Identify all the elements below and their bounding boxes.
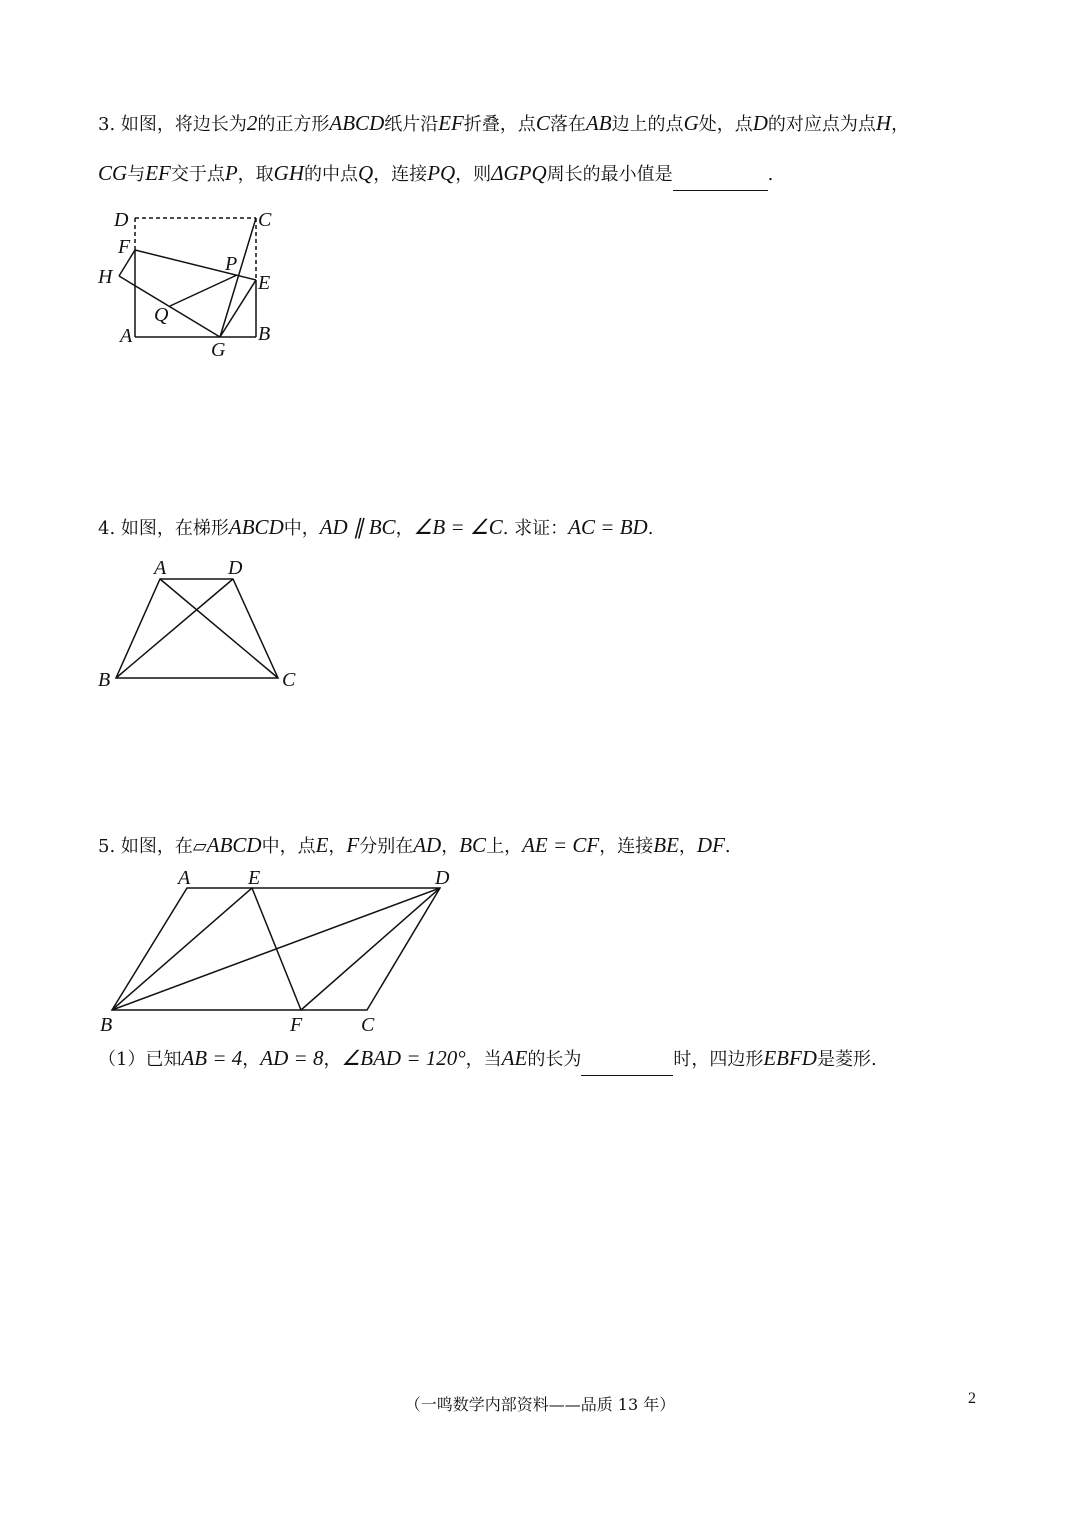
math-expression: ABCD [206,833,262,857]
text-segment: 的正方形 [257,114,330,135]
math-expression: BE [653,833,679,857]
q5-text-line2 [98,1045,877,1076]
math-expression: AB [585,111,612,135]
math-expression: AE = CF [522,833,600,857]
q4-label-B: B [98,669,111,691]
q3-label-B: B [258,323,271,345]
q3-label-E: E [258,272,271,294]
text-segment: 纸片沿 [384,114,439,135]
text-segment: ，取 [237,164,274,185]
q5-label-C: C [361,1014,375,1036]
math-expression: AD = 8 [260,1046,324,1070]
q4-text-line1 [98,514,653,542]
text-segment: 5. 如图，在 [98,836,193,857]
math-expression: ΔGPQ [491,161,547,185]
math-expression: G [683,111,699,135]
text-segment: ▱ [192,836,207,857]
text-segment: 与 [127,164,146,185]
q5-label-E: E [248,867,261,889]
text-segment: 分别在 [359,836,414,857]
page-number: 2 [968,1390,976,1407]
q4-figure [90,550,340,695]
q3-label-A: A [120,325,133,347]
answer-blank [673,164,768,191]
text-segment: 时，四边形 [673,1049,764,1070]
math-expression: AE [501,1046,528,1070]
q5-label-D: D [435,867,450,889]
q3-figure [90,200,290,365]
math-expression: ∠B = ∠C [413,515,503,539]
q5-segment-BE [112,888,252,1010]
math-expression: AD [413,833,442,857]
text-segment: 3. 如图，将边长为 [98,114,247,135]
text-segment: 是菱形. [816,1049,877,1070]
math-expression: AB = 4 [181,1046,243,1070]
math-expression: P [224,161,238,185]
text-segment: ， [395,518,414,539]
text-segment: ， [323,1049,342,1070]
q5-text-line1 [98,832,731,860]
text-segment: 周长的最小值是 [546,164,673,185]
text-segment: 交于点 [170,164,225,185]
math-expression: BC [459,833,487,857]
text-segment: 的长为 [527,1049,582,1070]
text-segment: . [767,164,774,185]
text-segment: （1）已知 [98,1049,182,1070]
q4-label-D: D [228,557,243,579]
text-segment: 的对应点为点 [767,114,876,135]
q3-edge-GC [220,218,256,337]
text-segment: ， [891,114,910,135]
math-expression: ∠BAD = 120° [341,1046,466,1070]
q5-figure [90,860,470,1040]
text-segment: 4. 如图，在梯形 [98,518,229,539]
math-expression: F [346,833,360,857]
q5-label-B: B [100,1014,113,1036]
q3-text-line1 [98,110,909,138]
text-segment: ， [328,836,347,857]
q3-edge-GE [220,280,256,337]
text-segment: ，则 [455,164,492,185]
text-segment: 中，点 [261,836,316,857]
q4-diagonal-BD [116,579,233,678]
q4-label-A: A [154,557,167,579]
q3-label-F: F [118,236,131,258]
text-segment: ， [678,836,697,857]
q4-label-C: C [282,669,296,691]
footer-text: （一鸣数学内部资料——品质 13 年） [404,1395,676,1414]
math-expression: PQ [427,161,456,185]
math-expression: ABCD [228,515,284,539]
math-expression: EF [145,161,171,185]
text-segment: 落在 [549,114,586,135]
math-expression: CG [98,161,128,185]
q5-segment-FD [301,888,440,1010]
math-expression: GH [273,161,305,185]
math-expression: DF [696,833,725,857]
text-segment: ，连接 [373,164,428,185]
q5-segment-EF [252,888,301,1010]
math-expression: 2 [246,111,258,135]
q3-label-C: C [258,209,272,231]
q5-label-F: F [290,1014,303,1036]
math-expression: EBFD [763,1046,817,1070]
q4-trapezoid [116,579,278,678]
q3-label-D: D [114,209,129,231]
q5-label-A: A [178,867,191,889]
text-segment: 的中点 [304,164,359,185]
text-segment: ， [441,836,460,857]
text-segment: . 求证： [502,518,569,539]
q3-edge-HG [119,276,220,337]
q3-label-P: P [225,253,238,275]
text-segment: 折叠，点 [463,114,536,135]
math-expression: AD ∥ BC [319,515,396,539]
text-segment: . [724,836,731,857]
text-segment: 边上的点 [611,114,684,135]
math-expression: Q [358,161,374,185]
math-expression: AC = BD [568,515,648,539]
text-segment: ，当 [465,1049,502,1070]
text-segment: ， [242,1049,261,1070]
text-segment: . [647,518,654,539]
text-segment: ，连接 [599,836,654,857]
math-expression: EF [438,111,464,135]
text-segment: 处，点 [698,114,753,135]
math-expression: C [535,111,550,135]
q4-diagonal-AC [160,579,278,678]
math-expression: E [315,833,329,857]
text-segment: 上， [486,836,523,857]
math-expression: ABCD [329,111,385,135]
answer-blank [581,1049,673,1076]
math-expression: H [875,111,892,135]
q3-label-Q: Q [154,304,169,326]
q3-text-line2 [98,160,773,191]
q3-label-G: G [211,339,226,361]
text-segment: 中， [283,518,320,539]
math-expression: D [752,111,768,135]
q3-label-H: H [98,266,113,288]
q3-edge-QP [170,275,237,306]
